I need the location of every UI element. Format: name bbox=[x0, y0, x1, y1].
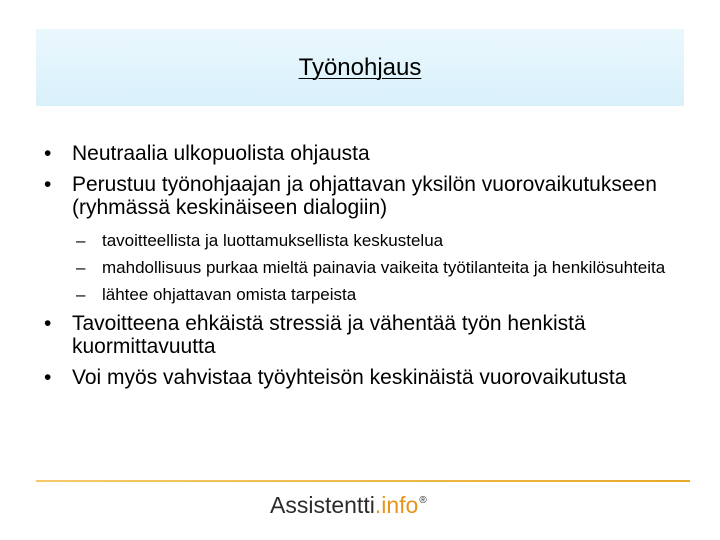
sub-bullet-item bbox=[36, 285, 696, 304]
sub-bullet-list bbox=[36, 231, 696, 304]
bullet-text: Perustuu työnohjaajan ja ohjattavan yksilön vuorovaikutukseen (ryhmässä keskinäiseen dialogiin) bbox=[72, 173, 657, 219]
sub-bullet-mark: – bbox=[76, 258, 86, 277]
bullet-item bbox=[36, 173, 696, 219]
bullet-mark: • bbox=[44, 173, 52, 196]
bullet-mark: • bbox=[44, 312, 52, 335]
sub-bullet-mark: – bbox=[76, 231, 86, 250]
assistentti-logo bbox=[270, 492, 427, 522]
bullet-mark: • bbox=[44, 366, 52, 389]
bullet-item bbox=[36, 312, 696, 358]
logo-dot: . bbox=[374, 492, 382, 518]
bullet-text: Voi myös vahvistaa työyhteisön keskinäistä vuorovaikutusta bbox=[72, 366, 627, 389]
title-banner bbox=[36, 29, 684, 106]
slide-title: Työnohjaus bbox=[298, 53, 422, 81]
bullet-text: Neutraalia ulkopuolista ohjausta bbox=[72, 142, 370, 165]
bullet-item bbox=[36, 142, 696, 165]
sub-bullet-mark: – bbox=[76, 285, 86, 304]
sub-bullet-text: lähtee ohjattavan omista tarpeista bbox=[102, 285, 357, 304]
bullet-text: Tavoitteena ehkäistä stressiä ja vähentää työn henkistä kuormittavuutta bbox=[72, 312, 586, 358]
bullet-mark: • bbox=[44, 142, 52, 165]
sub-bullet-item bbox=[36, 258, 696, 277]
logo-text-suffix: info bbox=[381, 492, 419, 518]
logo-text-main: Assistentti bbox=[270, 492, 375, 518]
sub-bullet-text: tavoitteellista ja luottamuksellista keskustelua bbox=[102, 231, 444, 250]
sub-bullet-item bbox=[36, 231, 696, 250]
sub-bullet-text: mahdollisuus purkaa mieltä painavia vaikeita työtilanteita ja henkilösuhteita bbox=[102, 258, 666, 277]
footer-divider bbox=[36, 480, 690, 482]
slide-content bbox=[36, 142, 696, 397]
bullet-item bbox=[36, 366, 696, 389]
registered-mark: ® bbox=[419, 495, 427, 506]
